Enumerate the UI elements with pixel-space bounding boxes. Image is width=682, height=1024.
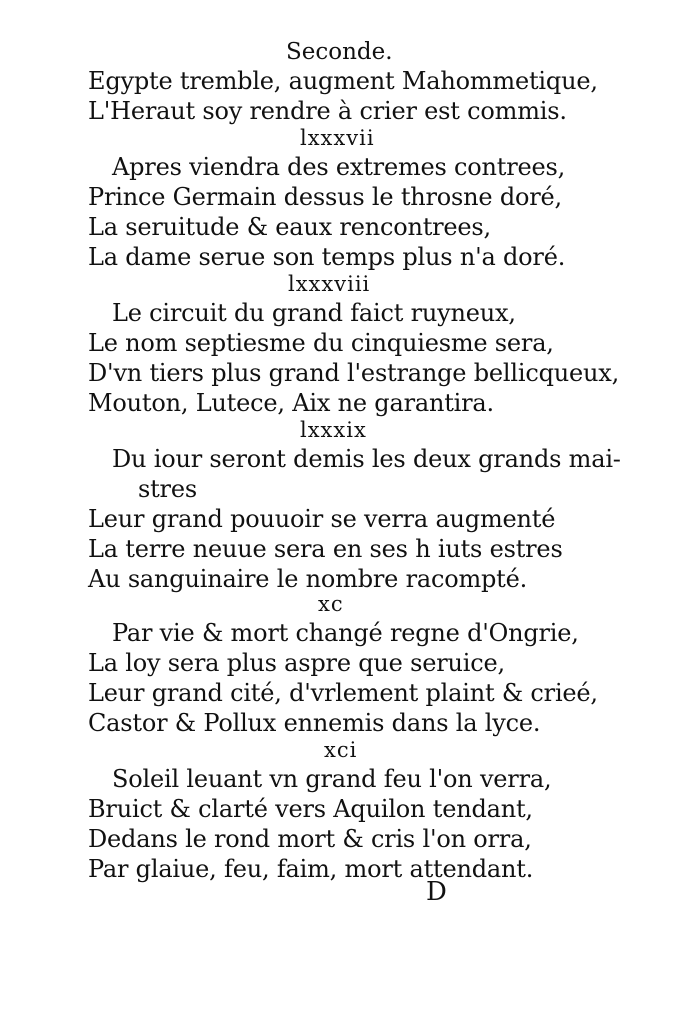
quatrain-numeral: xci <box>324 738 358 762</box>
verse-line: Apres viendra des extremes contrees, <box>112 153 566 181</box>
verse-line: Soleil leuant vn grand feu l'on verra, <box>112 765 552 793</box>
verse-line: Au sanguinaire le nombre racompté. <box>88 565 528 593</box>
verse-line: La terre neuue sera en ses h iuts estres <box>88 535 563 563</box>
verse-line: Du iour seront demis les deux grands mai- <box>112 445 621 473</box>
verse-line: Prince Germain dessus le throsne doré, <box>88 183 562 211</box>
running-head: Seconde. <box>286 39 393 65</box>
verse-line: Par vie & mort changé regne d'Ongrie, <box>112 619 579 647</box>
verse-line: La dame serue son temps plus n'a doré. <box>88 243 566 271</box>
verse-line: stres <box>138 475 197 503</box>
verse-line: Bruict & clarté vers Aquilon tendant, <box>88 795 533 823</box>
verse-line: Mouton, Lutece, Aix ne garantira. <box>88 389 494 417</box>
quatrain-numeral: lxxxviii <box>288 272 371 296</box>
verse-line: Egypte tremble, augment Mahommetique, <box>88 67 598 95</box>
verse-line: L'Heraut soy rendre à crier est commis. <box>88 97 567 125</box>
signature-mark: D <box>426 877 447 907</box>
verse-line: La seruitude & eaux rencontrees, <box>88 213 491 241</box>
quatrain-numeral: lxxxvii <box>300 126 375 150</box>
verse-line: La loy sera plus aspre que seruice, <box>88 649 505 677</box>
verse-line: Castor & Pollux ennemis dans la lyce. <box>88 709 541 737</box>
verse-line: Le nom septiesme du cinquiesme sera, <box>88 329 554 357</box>
quatrain-numeral: xc <box>318 592 344 616</box>
verse-line: Leur grand cité, d'vrlement plaint & crieé, <box>88 679 598 707</box>
verse-line: D'vn tiers plus grand l'estrange bellicqueux, <box>88 359 620 387</box>
quatrain-numeral: lxxxix <box>300 418 367 442</box>
verse-line: Le circuit du grand faict ruyneux, <box>112 299 516 327</box>
verse-line: Par glaiue, feu, faim, mort attendant. <box>88 855 534 883</box>
verse-line: Leur grand pouuoir se verra augmenté <box>88 505 556 533</box>
verse-line: Dedans le rond mort & cris l'on orra, <box>88 825 532 853</box>
